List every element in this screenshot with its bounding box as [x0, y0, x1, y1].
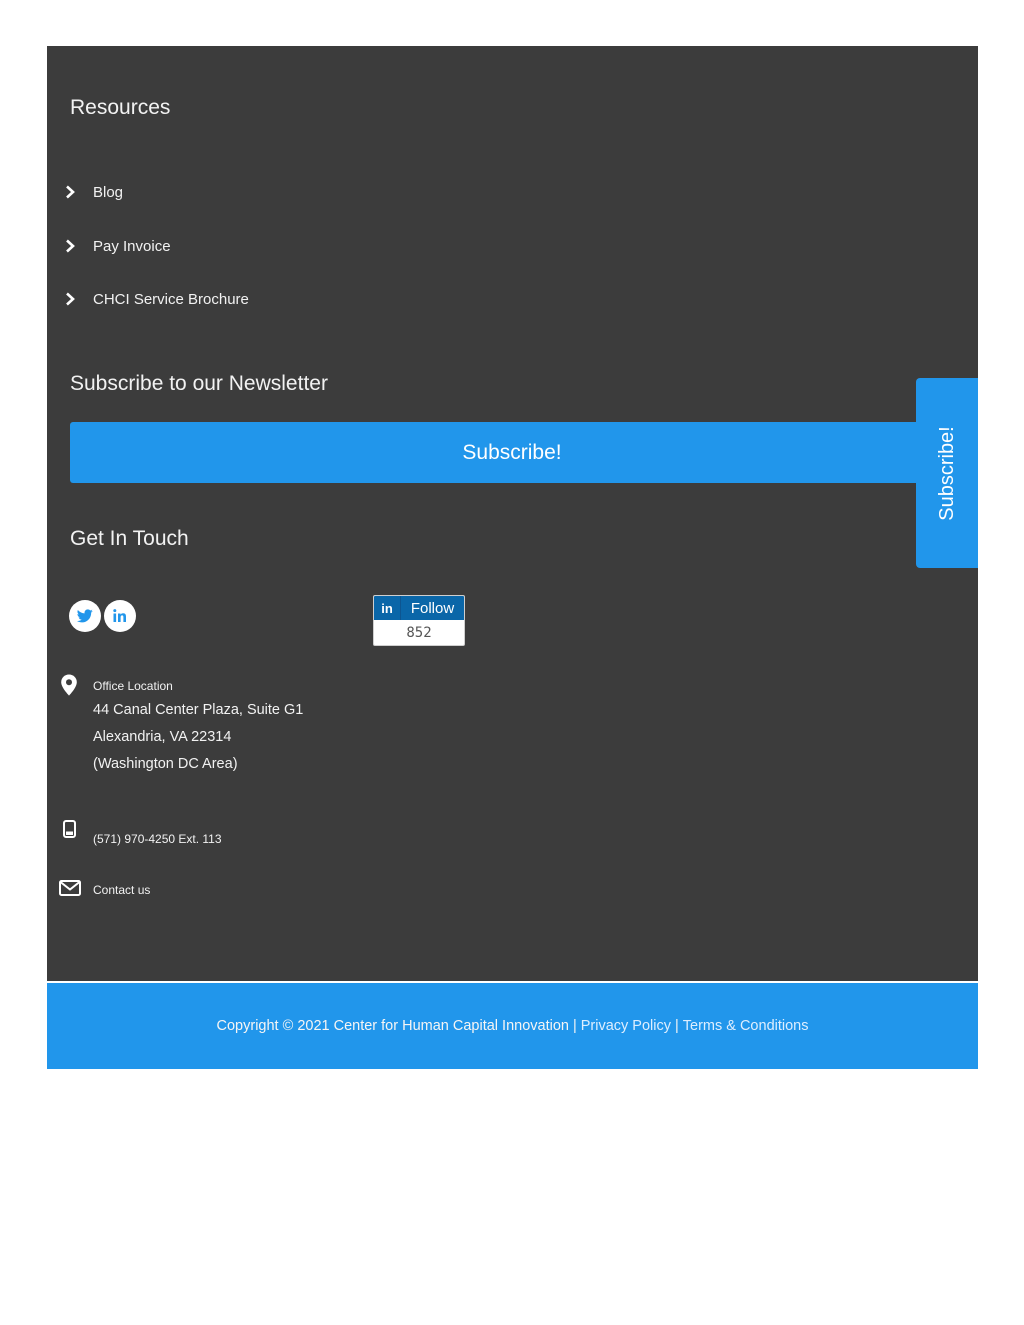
linkedin-icon: [112, 608, 128, 624]
address-line-1: 44 Canal Center Plaza, Suite G1: [93, 702, 304, 718]
resource-link-brochure[interactable]: [63, 289, 249, 309]
follower-count: 852: [406, 624, 432, 641]
resource-link-blog[interactable]: [63, 182, 123, 202]
contact-us-link[interactable]: Contact us: [93, 883, 151, 897]
chevron-right-icon: [63, 292, 77, 306]
terms-conditions-link[interactable]: Terms & Conditions: [682, 1018, 809, 1034]
newsletter-title: Subscribe to our Newsletter: [70, 372, 328, 395]
get-in-touch-title: Get In Touch: [70, 527, 189, 550]
privacy-policy-link[interactable]: Privacy Policy: [580, 1018, 671, 1034]
resource-link-label: Pay Invoice: [93, 237, 171, 255]
separator: |: [674, 1018, 679, 1034]
twitter-icon: [77, 609, 93, 623]
separator: |: [572, 1018, 577, 1034]
resource-link-pay-invoice[interactable]: [63, 236, 171, 256]
linkedin-follow-header: [374, 596, 464, 620]
phone-number: (571) 970-4250 Ext. 113: [93, 832, 222, 846]
address-line-3: (Washington DC Area): [93, 756, 238, 772]
side-subscribe-label: Subscribe!: [935, 425, 958, 521]
chevron-right-icon: [63, 239, 77, 253]
resources-title: Resources: [70, 96, 171, 119]
phone-icon: [63, 820, 76, 838]
office-location-label: Office Location: [93, 679, 173, 693]
address-line-2: Alexandria, VA 22314: [93, 729, 232, 745]
side-subscribe-tab[interactable]: [916, 378, 978, 568]
footer-panel: [47, 46, 978, 981]
resource-link-label: CHCI Service Brochure: [93, 290, 249, 308]
copyright-bar: [47, 983, 978, 1069]
chevron-right-icon: [63, 185, 77, 199]
linkedin-link[interactable]: [104, 600, 136, 632]
map-pin-icon: [59, 674, 79, 696]
twitter-link[interactable]: [69, 600, 101, 632]
linkedin-badge-icon: in: [374, 596, 401, 620]
envelope-icon: [59, 880, 81, 896]
copyright-text: Copyright © 2021 Center for Human Capital Innovation: [216, 1018, 569, 1034]
follow-label: Follow: [410, 599, 455, 617]
subscribe-button[interactable]: Subscribe!: [70, 422, 954, 483]
linkedin-follow-button[interactable]: [373, 595, 465, 646]
resource-link-label: Blog: [93, 183, 124, 201]
